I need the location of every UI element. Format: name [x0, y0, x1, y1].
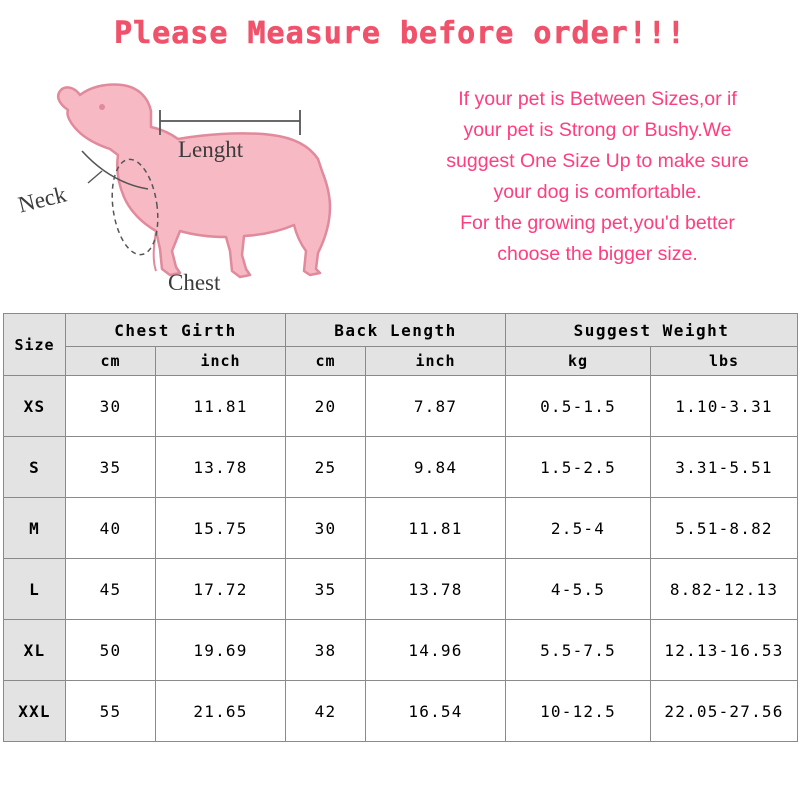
note-line-1: If your pet is Between Sizes,or if: [458, 88, 737, 110]
header-back-cm: cm: [286, 347, 366, 376]
cell-chest-cm: 55: [66, 681, 156, 742]
cell-size: L: [4, 559, 66, 620]
cell-chest-cm: 40: [66, 498, 156, 559]
size-chart-table: [3, 313, 798, 742]
cell-back-inch: 13.78: [366, 559, 506, 620]
header-back-length: Back Length: [286, 314, 506, 347]
cell-size: XXL: [4, 681, 66, 742]
cell-size: M: [4, 498, 66, 559]
header-chest-cm: cm: [66, 347, 156, 376]
cell-back-cm: 30: [286, 498, 366, 559]
table-row: [4, 498, 798, 559]
cell-back-inch: 7.87: [366, 376, 506, 437]
diagram-label-length: Lenght: [178, 137, 244, 162]
note-line-2: your pet is Strong or Bushy.We: [463, 119, 732, 141]
dog-measurement-diagram: [10, 55, 400, 305]
header-size: Size: [4, 314, 66, 376]
table-row: [4, 620, 798, 681]
cell-chest-inch: 13.78: [156, 437, 286, 498]
header-back-inch: inch: [366, 347, 506, 376]
table-row: [4, 376, 798, 437]
cell-chest-cm: 50: [66, 620, 156, 681]
cell-weight-lbs: 3.31-5.51: [651, 437, 798, 498]
table-row: [4, 437, 798, 498]
cell-back-cm: 38: [286, 620, 366, 681]
sizing-note: [400, 84, 795, 270]
cell-weight-kg: 5.5-7.5: [506, 620, 651, 681]
cell-size: S: [4, 437, 66, 498]
page-title: Please Measure before order!!!: [114, 16, 686, 51]
cell-size: XS: [4, 376, 66, 437]
cell-back-cm: 20: [286, 376, 366, 437]
note-line-3: suggest One Size Up to make sure: [446, 150, 749, 172]
table-row: [4, 681, 798, 742]
cell-chest-inch: 15.75: [156, 498, 286, 559]
cell-chest-cm: 35: [66, 437, 156, 498]
cell-weight-lbs: 12.13-16.53: [651, 620, 798, 681]
cell-weight-kg: 4-5.5: [506, 559, 651, 620]
cell-size: XL: [4, 620, 66, 681]
header-chest-inch: inch: [156, 347, 286, 376]
cell-back-cm: 25: [286, 437, 366, 498]
table-row: [4, 559, 798, 620]
cell-chest-inch: 11.81: [156, 376, 286, 437]
diagram-label-neck: Neck: [15, 181, 69, 218]
header-suggest-weight: Suggest Weight: [506, 314, 798, 347]
header-weight-kg: kg: [506, 347, 651, 376]
cell-chest-cm: 45: [66, 559, 156, 620]
cell-back-inch: 16.54: [366, 681, 506, 742]
cell-chest-inch: 21.65: [156, 681, 286, 742]
table-header-row-groups: [4, 314, 798, 347]
cell-chest-inch: 17.72: [156, 559, 286, 620]
note-line-4: your dog is comfortable.: [493, 181, 702, 203]
cell-back-inch: 9.84: [366, 437, 506, 498]
cell-weight-kg: 10-12.5: [506, 681, 651, 742]
header-chest-girth: Chest Girth: [66, 314, 286, 347]
cell-weight-kg: 2.5-4: [506, 498, 651, 559]
cell-back-inch: 14.96: [366, 620, 506, 681]
cell-back-cm: 35: [286, 559, 366, 620]
cell-chest-inch: 19.69: [156, 620, 286, 681]
cell-weight-kg: 1.5-2.5: [506, 437, 651, 498]
cell-weight-kg: 0.5-1.5: [506, 376, 651, 437]
dog-silhouette-icon: [10, 55, 400, 305]
cell-weight-lbs: 22.05-27.56: [651, 681, 798, 742]
cell-chest-cm: 30: [66, 376, 156, 437]
cell-weight-lbs: 1.10-3.31: [651, 376, 798, 437]
cell-back-inch: 11.81: [366, 498, 506, 559]
cell-back-cm: 42: [286, 681, 366, 742]
cell-weight-lbs: 8.82-12.13: [651, 559, 798, 620]
note-line-6: choose the bigger size.: [497, 243, 698, 265]
header-weight-lbs: lbs: [651, 347, 798, 376]
table-header-row-units: [4, 347, 798, 376]
note-line-5: For the growing pet,you'd better: [460, 212, 735, 234]
diagram-label-chest: Chest: [168, 270, 221, 295]
cell-weight-lbs: 5.51-8.82: [651, 498, 798, 559]
